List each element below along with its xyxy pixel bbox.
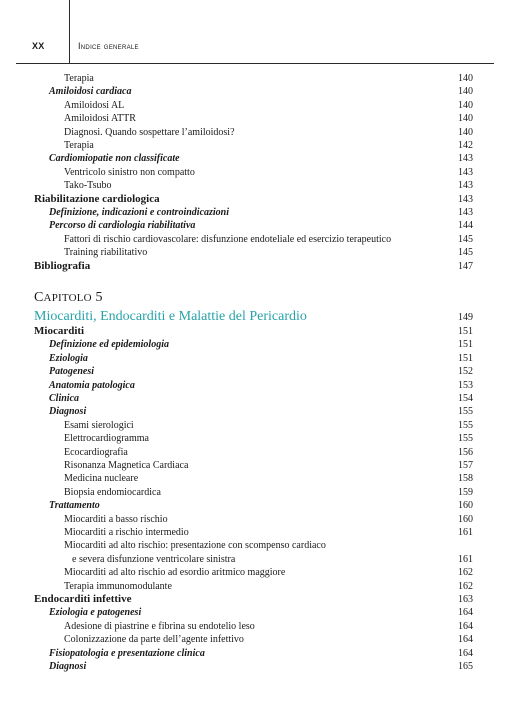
toc-entry-title: Cardiomiopatie non classificate xyxy=(49,153,180,165)
toc-entry-page: 153 xyxy=(458,379,473,391)
toc-entry-title: Percorso di cardiologia riabilitativa xyxy=(49,220,196,232)
running-header-title: Indice generale xyxy=(78,41,139,51)
toc-entry xyxy=(34,660,473,673)
toc-entry-page: 163 xyxy=(458,594,473,605)
toc-entry-title: Anatomia patologica xyxy=(49,379,135,391)
toc-entry xyxy=(34,72,473,85)
toc-entry-page: 162 xyxy=(458,567,473,579)
toc-entry xyxy=(34,166,473,179)
toc-entry-page: 157 xyxy=(458,460,473,471)
toc-entry-title: Fisiopatologia e presentazione clinica xyxy=(49,647,205,659)
toc-entry xyxy=(34,260,473,273)
toc-entry-page: 143 xyxy=(458,180,473,192)
toc-entry-title: Clinica xyxy=(49,393,80,404)
chapter-page-number: 149 xyxy=(458,312,473,323)
toc-entry-title: Training riabilitativo xyxy=(64,247,148,259)
toc-entry-title: Amiloidosi cardiaca xyxy=(49,86,132,98)
toc-entry xyxy=(34,593,473,606)
toc-entry-title: Patogenesi xyxy=(49,366,94,378)
toc-entry-title: Fattori di rischio cardiovascolare: disfunzione endoteliale ed esercizio terapeutico xyxy=(64,233,392,245)
toc-entry xyxy=(34,606,473,619)
toc-entry-title: Miocarditi xyxy=(34,325,85,337)
toc-entry-title: Bibliografia xyxy=(34,259,91,272)
toc-entry xyxy=(34,325,473,338)
toc-entry xyxy=(34,566,473,579)
toc-entry-page: 140 xyxy=(458,86,473,98)
toc-entry-page: 140 xyxy=(458,113,473,125)
toc-entry xyxy=(34,620,473,633)
toc-entry xyxy=(34,219,473,232)
toc-entry-title: Medicina nucleare xyxy=(64,473,139,485)
toc-entry-title: Definizione ed epidemiologia xyxy=(49,339,169,351)
toc-entry-page: 143 xyxy=(458,166,473,178)
toc-entry-title: Tako-Tsubo xyxy=(64,180,112,192)
toc-entry xyxy=(34,499,473,512)
toc-entry xyxy=(34,392,473,405)
toc-entry-title: Risonanza Magnetica Cardiaca xyxy=(64,460,189,471)
toc-entry-page: 156 xyxy=(458,446,473,458)
toc-entry-page: 164 xyxy=(458,634,473,646)
toc-entry xyxy=(34,647,473,660)
toc-entry-title: Miocarditi ad alto rischio: presentazione con scompenso cardiaco xyxy=(64,540,326,552)
toc-entry-title: Adesione di piastrine e fibrina su endotelio leso xyxy=(64,620,255,632)
toc-entry xyxy=(34,126,473,139)
toc-entry-title: Endocarditi infettive xyxy=(34,593,132,605)
toc-entry-title: e severa disfunzione ventricolare sinistra xyxy=(72,553,236,565)
toc-entry-page: 164 xyxy=(458,647,473,659)
toc-entry xyxy=(34,553,473,566)
toc-entry-page: 143 xyxy=(458,153,473,165)
toc-entry-page: 151 xyxy=(458,352,473,364)
toc-entry xyxy=(34,472,473,485)
toc-entry xyxy=(34,85,473,98)
toc-entry-page: 145 xyxy=(458,247,473,259)
toc-entry-title: Amiloidosi AL xyxy=(64,99,125,111)
toc-entry xyxy=(34,365,473,378)
toc-entry-title: Terapia immunomodulante xyxy=(64,580,172,592)
chapter-label xyxy=(34,290,103,306)
toc-entry-title: Miocarditi ad alto rischio ad esordio aritmico maggiore xyxy=(64,567,286,579)
toc-entry-page: 145 xyxy=(458,233,473,245)
toc-entry-title: Trattamento xyxy=(49,500,100,512)
toc-entry xyxy=(34,459,473,472)
toc-entry-page: 161 xyxy=(458,527,473,538)
toc-entry xyxy=(34,446,473,459)
header-vertical-rule xyxy=(69,0,70,63)
toc-entry-page: 140 xyxy=(458,99,473,111)
toc-entry xyxy=(34,233,473,246)
toc-entry xyxy=(34,206,473,219)
toc-entry xyxy=(34,432,473,445)
toc-entry-page: 147 xyxy=(458,260,473,272)
toc-entry-title: Riabilitazione cardiologica xyxy=(34,192,160,205)
toc-entry-page: 143 xyxy=(458,193,473,205)
chapter-title: Miocarditi, Endocarditi e Malattie del Pericardio xyxy=(34,309,307,324)
toc-entry-title: Diagnosi. Quando sospettare l’amiloidosi? xyxy=(64,126,235,138)
toc-entry-page: 162 xyxy=(458,580,473,592)
toc-entry-title: Eziologia e patogenesi xyxy=(49,607,142,619)
toc-entry-page: 152 xyxy=(458,366,473,378)
toc-entry-page: 165 xyxy=(458,661,473,672)
toc-entry-page: 161 xyxy=(458,553,473,565)
toc-entry xyxy=(34,193,473,206)
toc-entry-page: 154 xyxy=(458,393,473,404)
toc-entry-title: Terapia xyxy=(64,73,94,84)
toc-entry-title: Miocarditi a basso rischio xyxy=(64,513,168,525)
toc-entry-title: Diagnosi xyxy=(49,406,87,418)
toc-entry-page: 155 xyxy=(458,406,473,418)
toc-entry xyxy=(34,419,473,432)
toc-entry xyxy=(34,338,473,351)
toc-entry-page: 158 xyxy=(458,473,473,485)
toc-entry xyxy=(34,352,473,365)
toc-entry xyxy=(34,179,473,192)
chapter-label-rest: APITOLO xyxy=(43,292,92,304)
toc-entry-title: Ecocardiografia xyxy=(64,446,128,458)
chapter-label-initial: C xyxy=(34,290,44,305)
toc-entry xyxy=(34,112,473,125)
toc-entry xyxy=(34,633,473,646)
toc-entry-title: Terapia xyxy=(64,140,94,151)
toc-entry xyxy=(34,526,473,539)
toc-entry-title: Elettrocardiogramma xyxy=(64,433,149,445)
toc-entry xyxy=(34,405,473,418)
toc-entry-page: 142 xyxy=(458,140,473,151)
toc-entry-page: 143 xyxy=(458,207,473,218)
toc-entry-page: 140 xyxy=(458,126,473,138)
toc-entry xyxy=(34,99,473,112)
header-horizontal-rule xyxy=(16,63,494,64)
toc-entry xyxy=(34,539,473,552)
toc-entry-page: 160 xyxy=(458,513,473,525)
toc-entry xyxy=(34,513,473,526)
toc-entry xyxy=(34,139,473,152)
toc-entry xyxy=(34,152,473,165)
toc-entry xyxy=(34,580,473,593)
toc-entry-page: 144 xyxy=(458,220,473,232)
toc-entry-page: 151 xyxy=(458,339,473,351)
toc-entry-title: Diagnosi xyxy=(49,661,87,672)
toc-entry-title: Definizione, indicazioni e controindicazioni xyxy=(49,207,230,218)
toc-entry-title: Ventricolo sinistro non compatto xyxy=(64,166,195,178)
toc-entry-page: 164 xyxy=(458,607,473,619)
toc-entry-title: Miocarditi a rischio intermedio xyxy=(64,527,189,538)
toc-entry-title: Colonizzazione da parte dell’agente infettivo xyxy=(64,634,244,646)
toc-entry-page: 164 xyxy=(458,620,473,632)
chapter-number: 5 xyxy=(95,290,103,305)
toc-entry-title: Biopsia endomiocardica xyxy=(64,486,161,498)
toc-entry-page: 140 xyxy=(458,73,473,84)
toc-entry-page: 155 xyxy=(458,419,473,431)
toc-entry-title: Amiloidosi ATTR xyxy=(64,113,136,125)
toc-entry xyxy=(34,246,473,259)
page-number: XX xyxy=(32,41,45,51)
toc-entry-page: 160 xyxy=(458,500,473,512)
toc-entry xyxy=(34,486,473,499)
toc-entry-title: Esami sierologici xyxy=(64,419,134,431)
toc-entry-page: 151 xyxy=(458,326,473,337)
toc-entry-title: Eziologia xyxy=(49,352,88,364)
toc-entry xyxy=(34,379,473,392)
toc-entry-page: 155 xyxy=(458,433,473,445)
toc-entry-page: 159 xyxy=(458,486,473,498)
